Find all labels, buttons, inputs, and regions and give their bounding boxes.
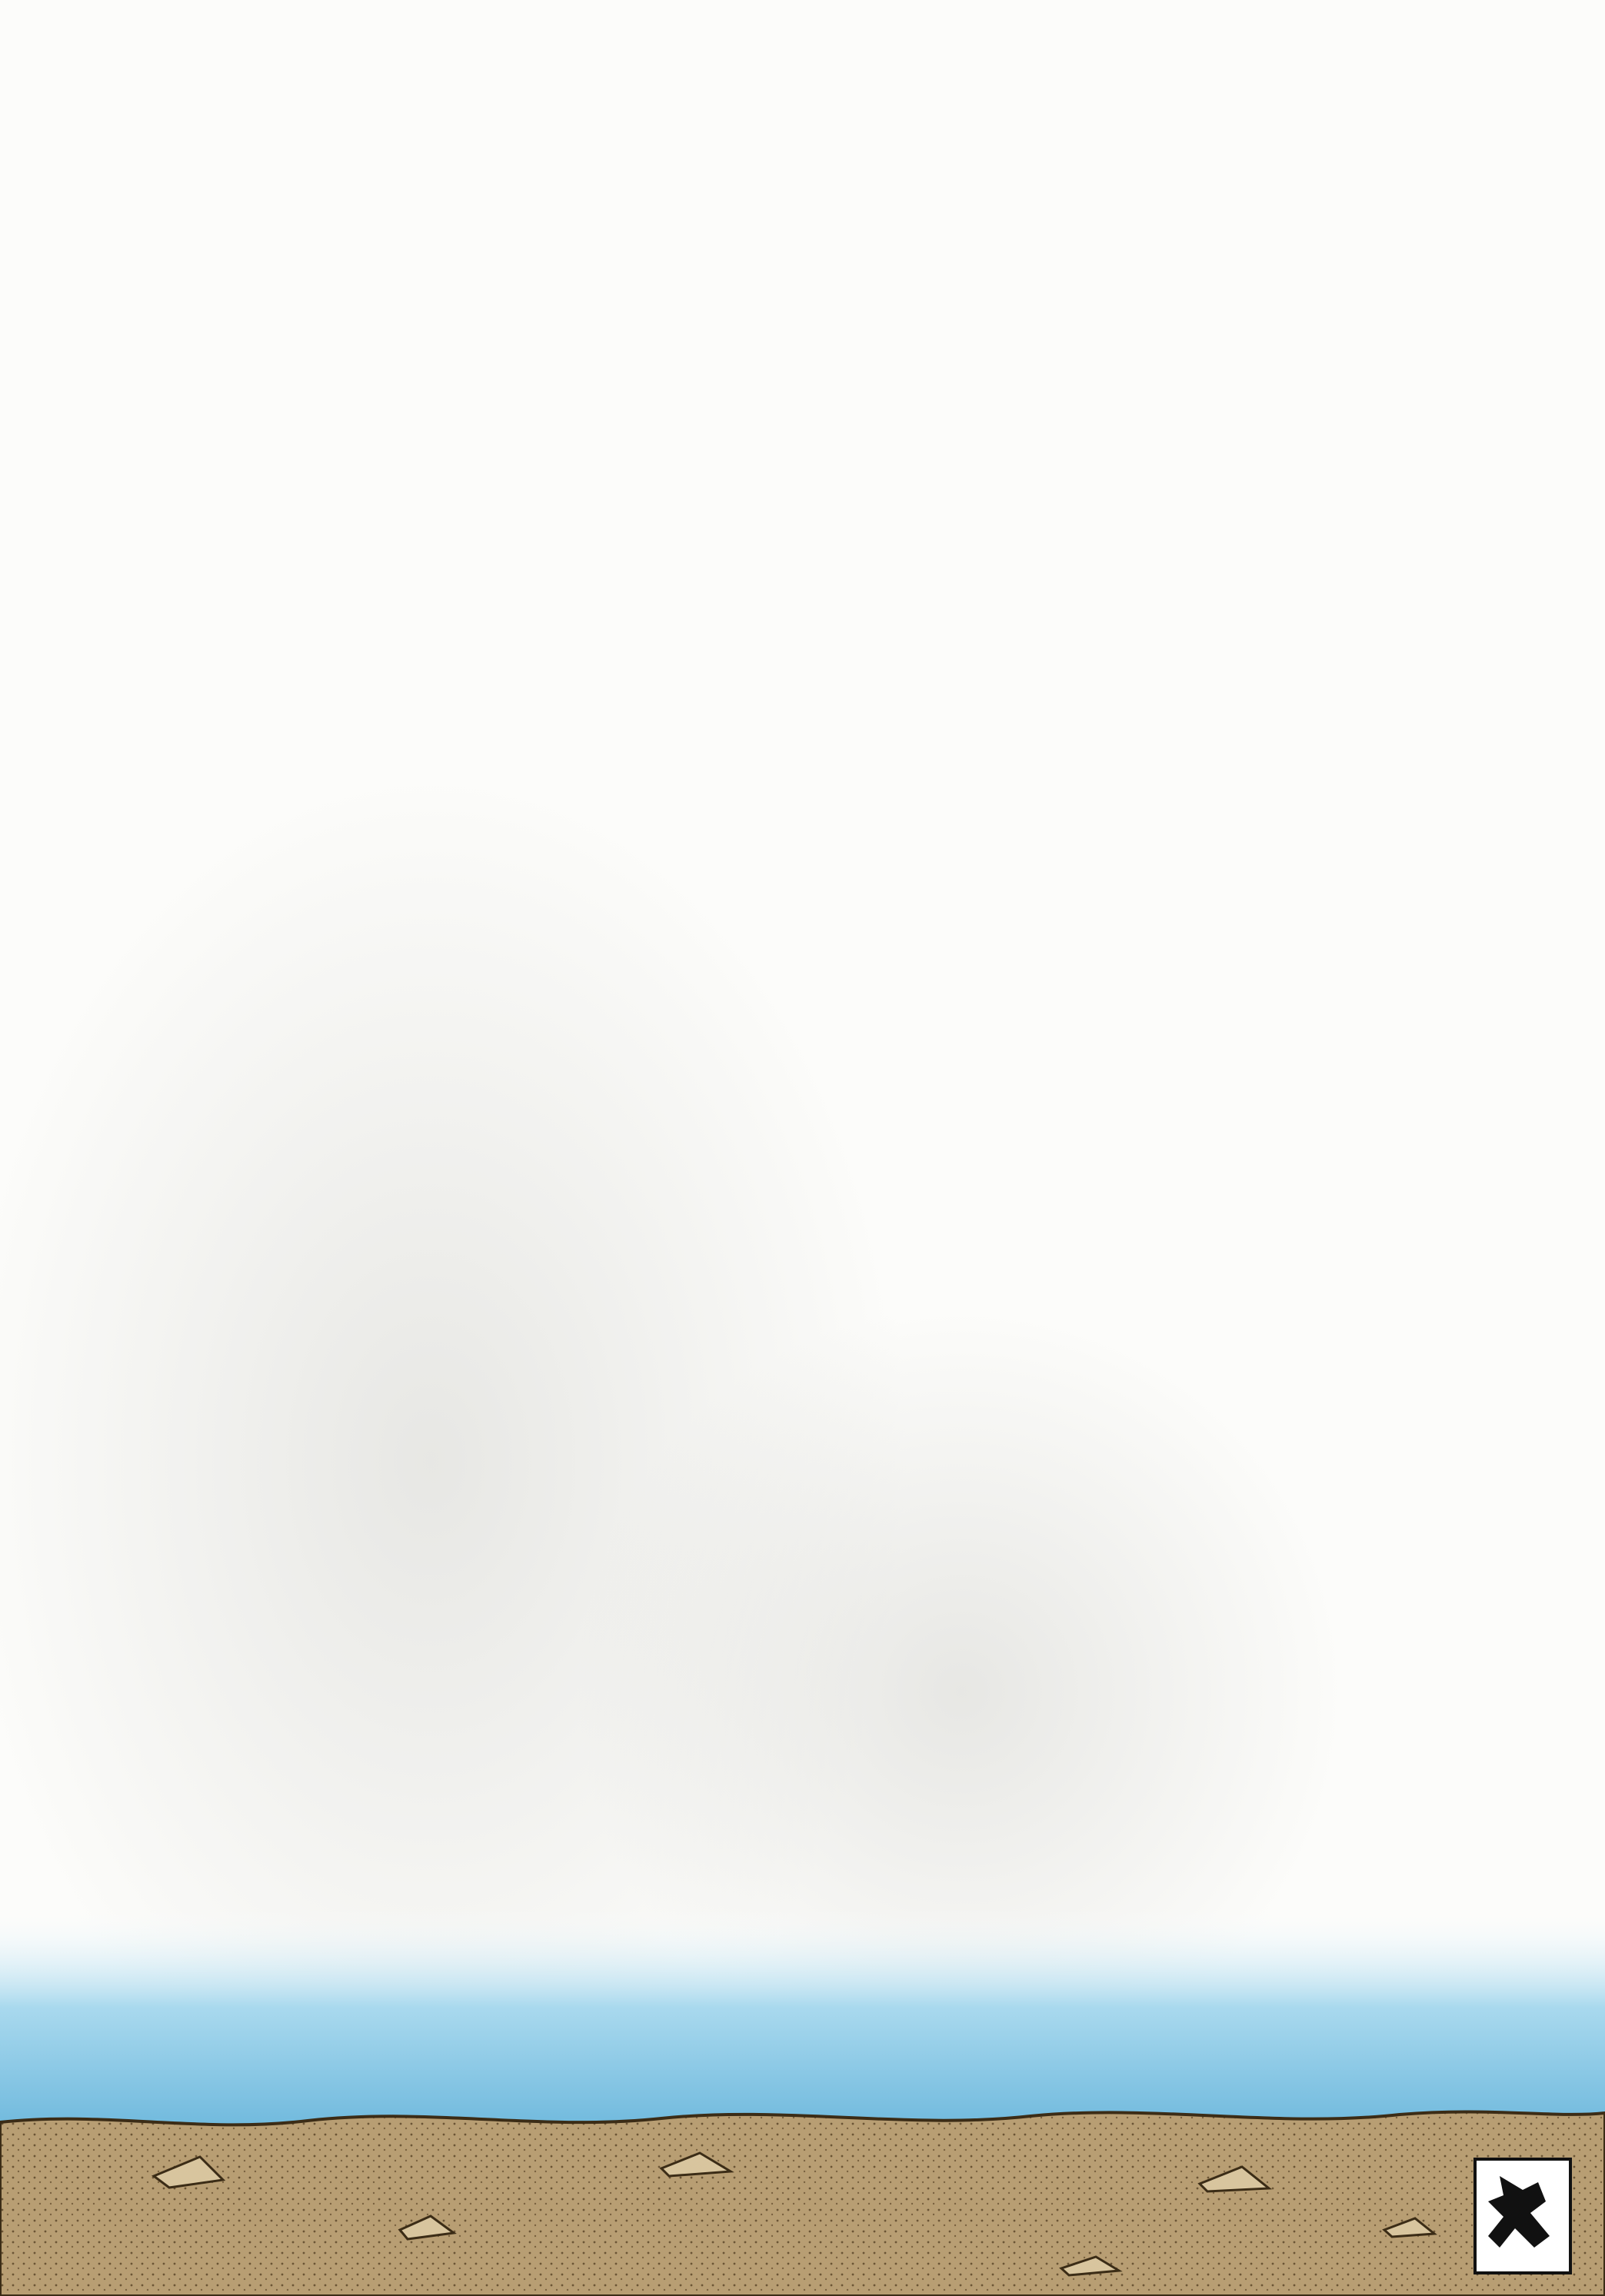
water-band [0,1907,1605,2130]
mud-bed [0,2111,1605,2296]
lion-logo [1475,2159,1570,2273]
